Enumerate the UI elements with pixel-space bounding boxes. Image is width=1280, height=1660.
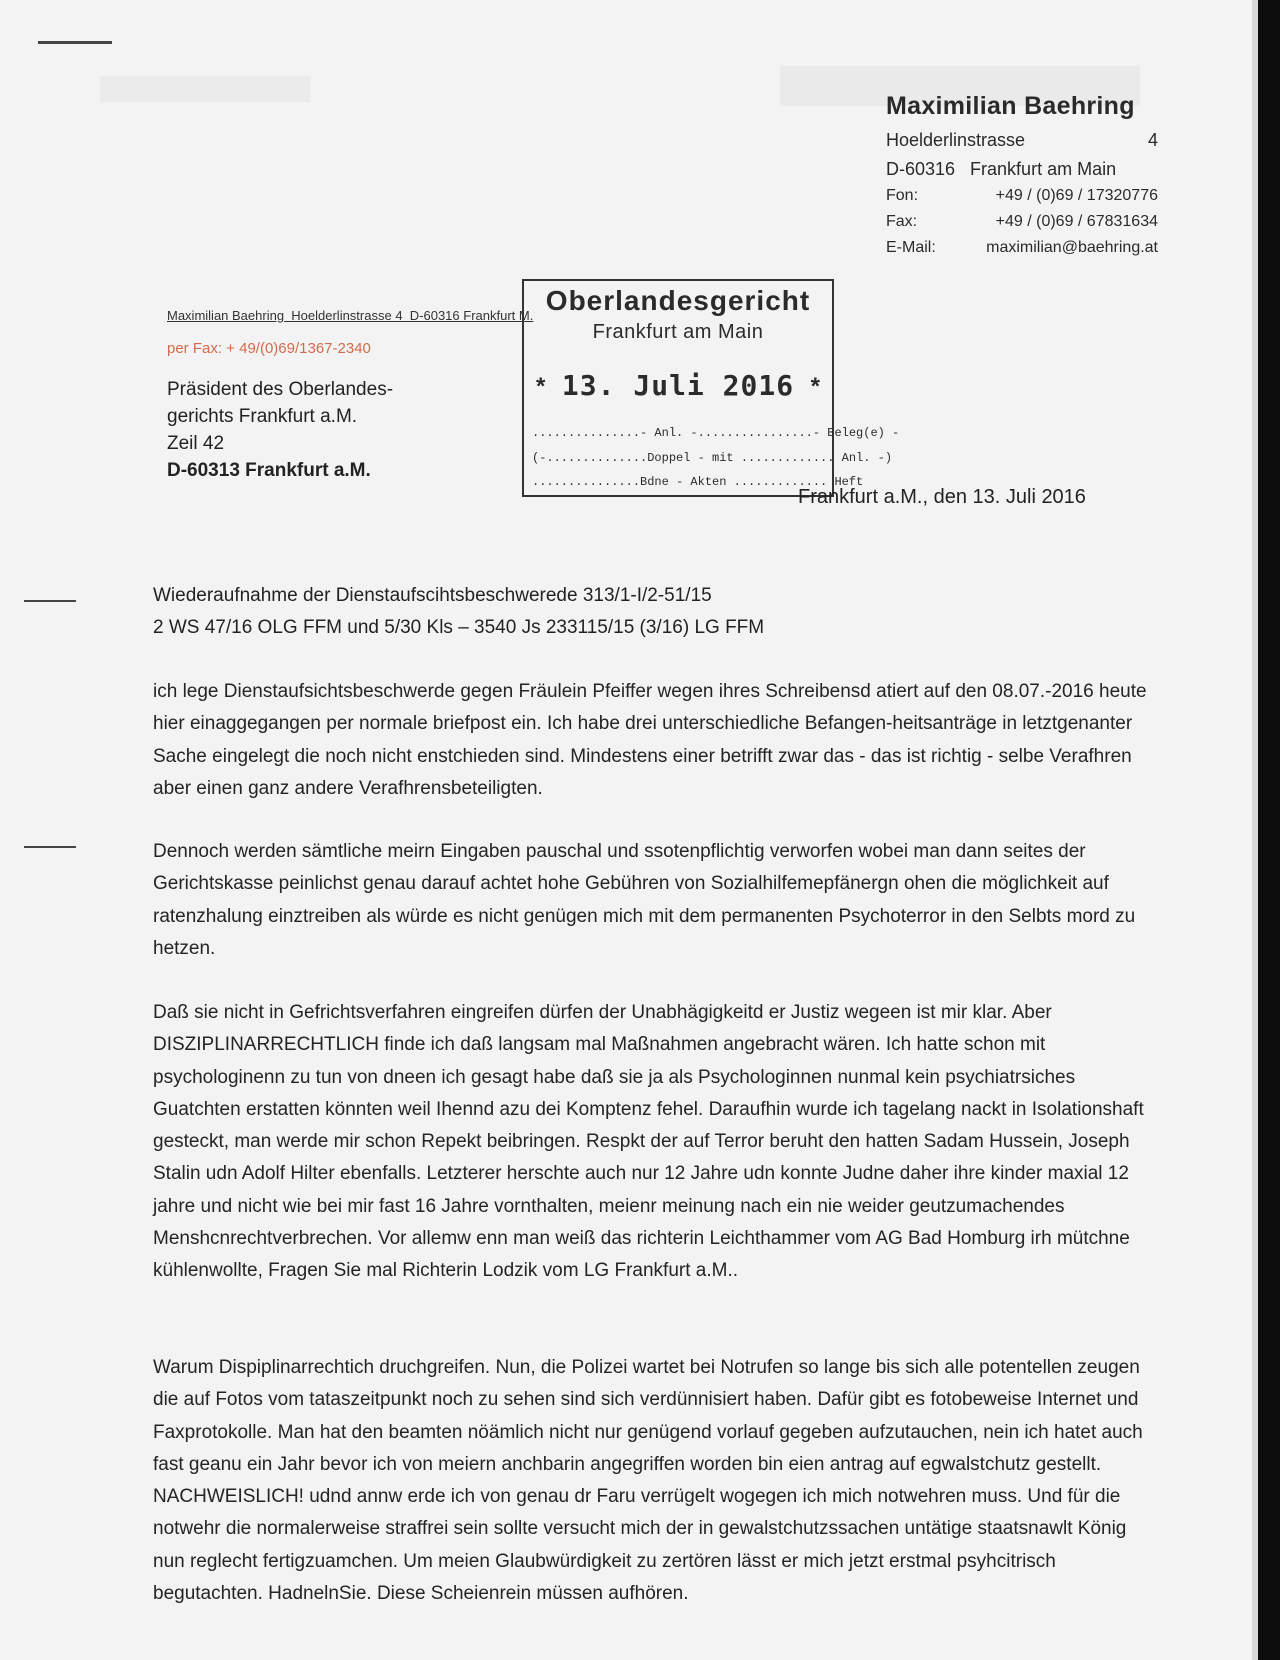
phone-number: +49 / (0)69 / 17320776 [995,187,1158,204]
stamp-row-files: ...............Bdne - Akten ............. Heft [532,475,864,489]
return-address-line: Maximilian Baehring Hoelderlinstrasse 4 D-60316 Frankfurt M. [167,308,534,323]
fax-note: per Fax: + 49/(0)69/1367-2340 [167,340,371,357]
scan-edge-border [1258,0,1280,1660]
sender-phone-row [886,187,1158,205]
stamp-row-attachments: ...............- Anl. -................- Beleg(e) - [532,426,900,440]
email-label: E-Mail: [886,239,936,256]
stamp-star-left: * [536,373,546,400]
body-paragraph: ich lege Dienstaufsichtsbeschwerde gegen Fräulein Pfeiffer wegen ihres Schreibensd atiert auf den 08.07.-2016 heute hier einaggegangen per normale briefpost ein. Ich habe drei unterschiedliche Befangen-heitsanträge in letztgenanter Sache eingelegt die noch nicht enstchieden sind. Mindestens einer betrifft zwar das - das ist richtig - selbe Verafhren aber einen ganz andere Verafhrensbeteiligten. [153,681,1147,799]
fax-number: +49 / (0)69 / 67831634 [995,213,1158,230]
recipient-address [167,376,393,484]
fold-mark-top [38,41,112,44]
place-and-date: Frankfurt a.M., den 13. Juli 2016 [798,486,1086,508]
recipient-line: Präsident des Oberlandes- [167,379,394,400]
sender-house-number: 4 [1147,130,1158,150]
fold-mark-middle [24,600,76,602]
court-receipt-stamp [522,279,900,497]
body-paragraph: Daß sie nicht in Gefrichtsverfahren eingreifen dürfen der Unabhägigkeitd er Justiz wegeen ist mir klar. Aber DISZIPLINARRECHTLICH finde ich daß langsam mal Maßnahmen angebracht wären. Ich hatte schon mit psychologinenn zu tun von dneen ich gesagt habe daß sie ja als Psychologinnen nunmal kein psychiatrsiches Guatchten erstatten könnten weil Ihennd azu dei Komptenz fehel. Daraufhin wurde ich tagelang nackt in Isolationshaft gesteckt, man werde mir schon Repekt beibringen. Respkt der auf Terror beruht den hatten Sadam Hussein, Joseph Stalin udn Adolf Hilter ebenfalls. Letzterer herschte auch nur 12 Jahre udn konnte Judne daher ihre kinder maxial 12 jahre und nicht wie bei mir fast 16 Jahre vornthalten, meienr meinung nach ein nie weider geutzumachendes Menshcnrechtverbrechen. Vor allemw enn man weiß das richterin Leichthammer vom AG Bad Homburg irh mütchne kühlenwollte, Fragen Sie mal Richterin Lodzik vom LG Frankfurt a.M.. [153,1002,1144,1282]
email-address: maximilian@baehring.at [986,239,1158,256]
sender-fax-row [886,213,1158,231]
stamp-city: Frankfurt am Main [592,321,764,343]
fax-label: Fax: [886,213,918,230]
body-paragraph: Warum Dispiplinarrechtich druchgreifen. Nun, die Polizei wartet bei Notrufen so lange bis sich alle potentellen zeugen die auf Fotos vom tataszeitpunkt noch zu sehen sind sich verdünnisiert haben. Dafür gibt es fotobeweise Internet und Faxprotokolle. Man hat den beamten nöämlich nicht nur genügend vorlauf gegeben aufzutauchen, nein ich hatet auch fast geanu ein Jahr bevor ich von meiern anchbarin angegriffen worden bin eien antrag auf egwalstchutz gestellt. NACHWEISLICH! udnd annw erde ich von genau dr Faru verrügelt wogegen ich mich notwehren muss. Und für die notwehr die normalerweise straffrei sein sollte versucht mich der in gewalstchutzssachen untätige staatsnawlt König nun reglecht fertigzuamchen. Um meien Glaubwürdigkeit zu zertören lässt er mich jetzt erstmal psyhcitrisch begutachten. HadnelnSie. Diese Scheienrein müssen aufhören. [153,1357,1143,1605]
subject-line: Wiederaufnahme der Dienstaufscihtsbeschwerede 313/1-I/2-51/15 [153,585,712,606]
phone-label: Fon: [886,187,919,204]
stamp-date: 13. Juli 2016 [561,369,795,402]
sender-street-row [886,130,1158,151]
sender-city: D-60316 Frankfurt am Main [886,159,1117,179]
subject-line: 2 WS 47/16 OLG FFM und 5/30 Kls – 3540 Js 233115/15 (3/16) LG FFM [153,617,765,638]
recipient-line: gerichts Frankfurt a.M. [167,406,358,427]
stamp-star-right: * [810,373,820,400]
subject-block [153,580,764,644]
sender-email-row [886,239,1158,257]
sender-name: Maximilian Baehring [886,92,1135,120]
recipient-line: Zeil 42 [167,433,225,454]
recipient-line: D-60313 Frankfurt a.M. [167,460,371,481]
stamp-court-name: Oberlandesgericht [545,285,811,316]
stamp-row-copies: (-..............Doppel - mit ............. Anl. -) [532,451,893,465]
body-paragraph: Dennoch werden sämtliche meirn Eingaben pauschal und ssotenpflichtig verworfen wobei man dann seites der Gerichtskasse peinlichst genau darauf achtet hohe Gebühren von Sozialhilfemepfänergn ohen die möglichkeit auf ratenzhalung einztreiben als würde es nicht genügen mich mit dem permanenten Psychoterror in den Selbts mord zu hetzen. [153,841,1136,959]
sender-street: Hoelderlinstrasse [886,130,1026,150]
bleed-through-shadow [100,76,310,102]
punch-mark [24,846,76,848]
